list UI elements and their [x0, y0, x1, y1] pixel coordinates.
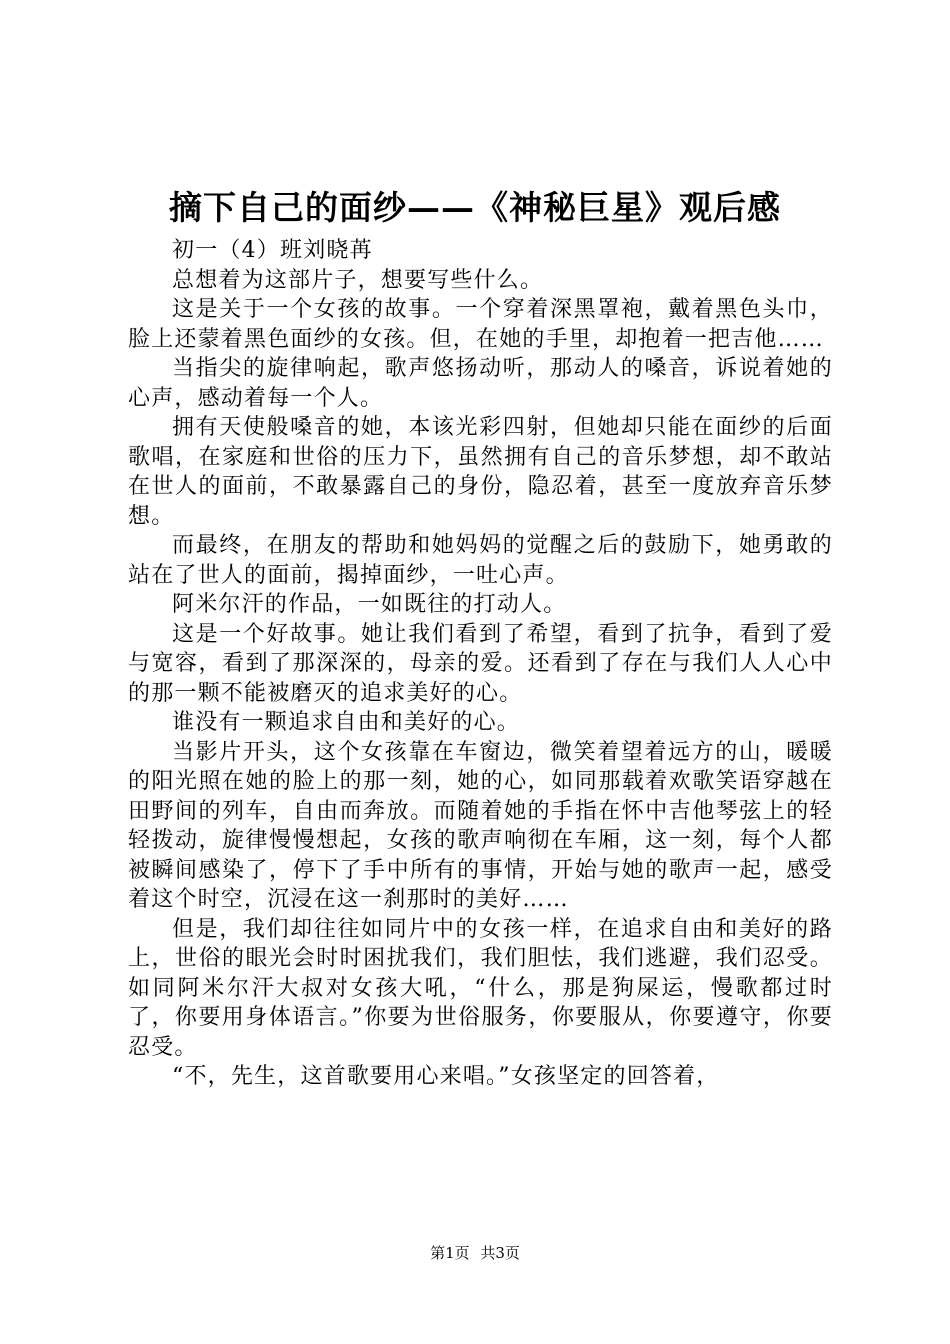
page-total: 共3页: [480, 1244, 520, 1262]
paragraph: 当指尖的旋律响起，歌声悠扬动听，那动人的嗓音，诉说着她的心声，感动着每一个人。: [128, 356, 833, 411]
paragraph: 拥有天使般嗓音的她，本该光彩四射，但她却只能在面纱的后面歌唱，在家庭和世俗的压力下，虽然拥有自己的音乐梦想，却不敢站在世人的面前，不敢暴露自己的身份，隐忍着，甚至一度放弃音乐梦想。: [128, 415, 833, 529]
author-line: 初一（4）班刘晓苒: [172, 238, 373, 263]
paragraph: 当影片开头，这个女孩靠在车窗边，微笑着望着远方的山，暖暖的阳光照在她的脸上的那一刻，她的心，如同那载着欢歌笑语穿越在田野间的列车，自由而奔放。而随着她的手指在怀中吉他琴弦上的轻轻拨动，旋律慢慢想起，女孩的歌声响彻在车厢，这一刻，每个人都被瞬间感染了，停下了手中所有的事情，开始与她的歌声一起，感受着这个时空，沉浸在这一刹那时的美好……: [128, 739, 833, 912]
paragraph: 谁没有一颗追求自由和美好的心。: [172, 710, 521, 735]
paragraph: 而最终，在朋友的帮助和她妈妈的觉醒之后的鼓励下，她勇敢的站在了世人的面前，揭掉面纱，一吐心声。: [128, 533, 833, 588]
paragraph: “不，先生，这首歌要用心来唱。”女孩坚定的回答着，: [172, 1064, 720, 1089]
page-number: 第1页: [430, 1244, 470, 1262]
paragraph: 这是一个好故事。她让我们看到了希望，看到了抗争，看到了爱与宽容，看到了那深深的，母亲的爱。还看到了存在与我们人人心中的那一颗不能被磨灭的追求美好的心。: [128, 621, 833, 706]
paragraph: 但是，我们却往往如同片中的女孩一样，在追求自由和美好的路上，世俗的眼光会时时困扰我们，我们胆怯，我们逃避，我们忍受。如同阿米尔汗大叔对女孩大吼，“什么，那是狗屎运，慢歌都过时了，你要用身体语言。”你要为世俗服务，你要服从，你要遵守，你要忍受。: [128, 916, 833, 1060]
page-footer: [0, 1242, 950, 1264]
paragraph: 这是关于一个女孩的故事。一个穿着深黑罩袍，戴着黑色头巾，脸上还蒙着黑色面纱的女孩。但，在她的手里，却抱着一把吉他……: [128, 297, 833, 352]
document-body: [128, 236, 833, 1092]
paragraph: 总想着为这部片子，想要写些什么。: [172, 267, 544, 293]
paragraph: 阿米尔汗的作品，一如既往的打动人。: [172, 592, 567, 617]
document-title: 摘下自己的面纱——《神秘巨星》观后感: [169, 188, 781, 227]
